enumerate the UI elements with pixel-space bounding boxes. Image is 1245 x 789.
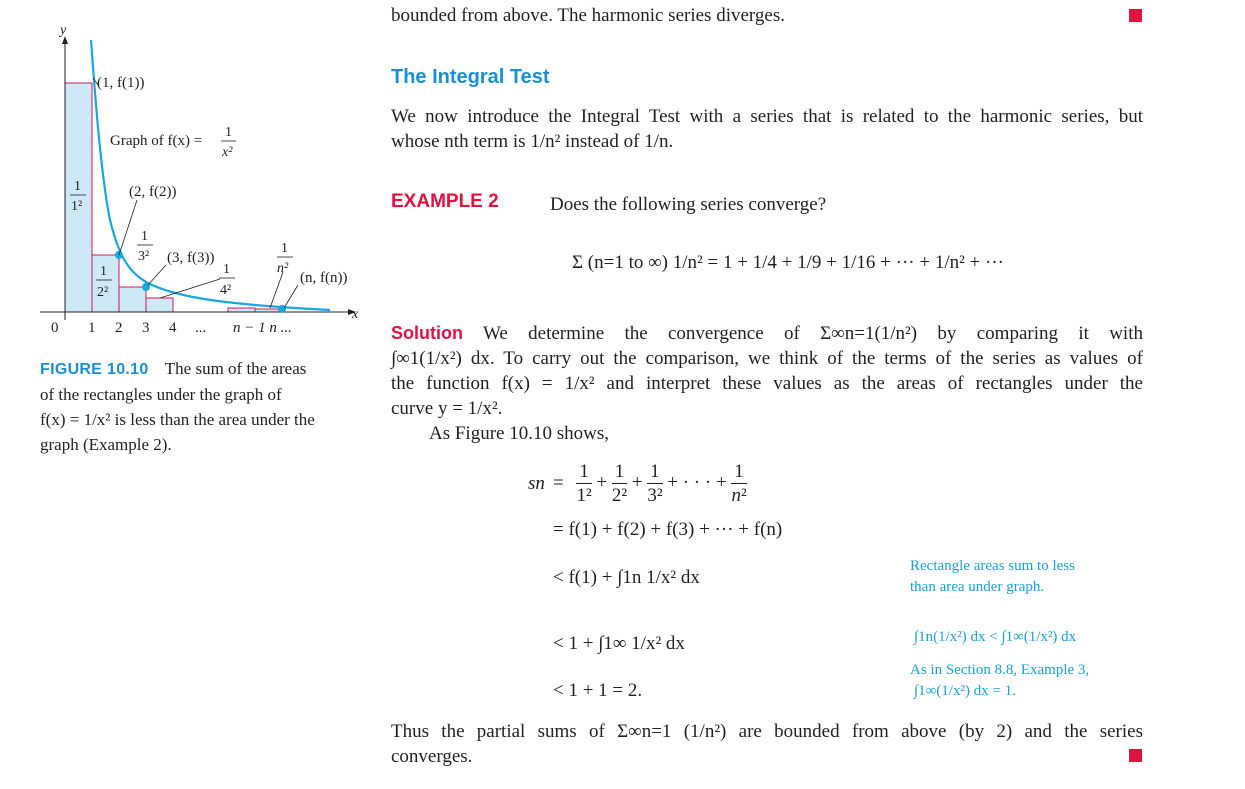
- derivation-line-3: < f(1) + ∫1n 1/x² dx: [553, 567, 700, 588]
- solution-text-1: We determine the convergence of Σ∞n=1(1/n²) by comparing it with: [482, 323, 1143, 344]
- rect1-num: 1: [74, 179, 81, 194]
- note3-line2: ∫1∞(1/x²) dx = 1.: [914, 683, 1016, 699]
- conclusion-line-2: converges.: [391, 746, 473, 767]
- leader-rectn: [270, 272, 283, 308]
- tick-2: 2: [115, 320, 123, 336]
- rect1-den: 1²: [71, 199, 83, 214]
- note1-line1: Rectangle areas sum to less: [910, 558, 1075, 574]
- solution-line-2: ∫∞1(1/x²) dx. To carry out the comparison, we think of the terms of the series as values of: [391, 348, 1143, 369]
- rectangle-n-minus-1: [228, 308, 255, 312]
- rectangle-3: [119, 287, 146, 312]
- solution-line-5: As Figure 10.10 shows,: [429, 423, 609, 444]
- note3-line1: As in Section 8.8, Example 3,: [910, 662, 1090, 678]
- figure-10-10-graph: [30, 20, 370, 345]
- section-heading: The Integral Test: [391, 66, 550, 88]
- intro-paragraph: [391, 104, 1143, 154]
- intro-text: bounded from above. The harmonic series diverges.: [391, 5, 785, 26]
- example-question: Does the following series converge?: [550, 194, 827, 215]
- solution-label: Solution: [391, 323, 463, 343]
- series-equation: Σ (n=1 to ∞) 1/n² = 1 + 1/4 + 1/9 + 1/16 + ··· + 1/n² + ···: [572, 252, 1005, 273]
- rect2-den: 2²: [97, 285, 109, 300]
- caption-line-3: f(x) = 1/x² is less than the area under the: [40, 410, 315, 429]
- rect2-num: 1: [100, 264, 107, 279]
- example-label: EXAMPLE 2: [391, 191, 499, 212]
- caption-text-1: The sum of the areas: [164, 359, 307, 378]
- derivation-line-4: < 1 + ∫1∞ 1/x² dx: [553, 633, 685, 654]
- note1-line2: than area under graph.: [910, 579, 1045, 595]
- note-integral-comparison: ∫1n(1/x²) dx < ∫1∞(1/x²) dx: [914, 629, 1077, 645]
- tick-n: n − 1 n ...: [233, 320, 292, 336]
- rect3-num: 1: [141, 229, 148, 244]
- end-of-proof-square-2: [1129, 749, 1142, 762]
- rectangle-4: [146, 298, 173, 312]
- graph-label: Graph of f(x) =: [110, 133, 203, 149]
- caption-line-2: of the rectangles under the graph of: [40, 385, 282, 404]
- rectn-den: n²: [277, 261, 289, 276]
- rect4-den: 4²: [220, 283, 232, 298]
- derivation-line-5: < 1 + 1 = 2.: [553, 680, 643, 701]
- graph-label-den: x²: [222, 145, 233, 160]
- end-of-proof-square-1: [1129, 9, 1142, 22]
- figure-caption: [40, 356, 370, 457]
- leader-rect4: [160, 279, 220, 298]
- tick-dots: ...: [195, 320, 207, 336]
- rectangle-1: [65, 83, 92, 312]
- caption-line-1: [40, 356, 370, 382]
- leader-point2: [119, 200, 137, 255]
- derivation-sn: sn: [528, 473, 545, 494]
- derivation-line-1: = $\frac{1}{\text{1²}}$ + $\frac{1}{\text{2²}}$ + $\frac{1}{\text{3²}}$ + · · · + $\frac{1}{\text{n²}}$: [553, 461, 747, 506]
- tick-3: 3: [142, 320, 150, 336]
- derivation-line-2: = f(1) + f(2) + f(3) + ··· + f(n): [553, 519, 783, 540]
- leader-point3: [148, 265, 166, 285]
- point2-label: (2, f(2)): [129, 184, 177, 200]
- point1-label: (1, f(1)): [97, 75, 145, 91]
- leader-pointn: [284, 285, 298, 308]
- rect4-num: 1: [223, 262, 230, 277]
- solution-line-4: curve y = 1/x².: [391, 398, 503, 419]
- conclusion-line-1: Thus the partial sums of Σ∞n=1 (1/n²) are bounded from above (by 2) and the series: [391, 721, 1143, 742]
- axis-x-label: x: [352, 307, 359, 322]
- point3-label: (3, f(3)): [167, 250, 215, 266]
- tick-1: 1: [88, 320, 96, 336]
- pointn-label: (n, f(n)): [300, 270, 348, 286]
- note-section-reference: [910, 660, 1089, 702]
- note-rectangle-areas: [910, 556, 1075, 598]
- caption-line-4: graph (Example 2).: [40, 435, 172, 454]
- caption-label: FIGURE 10.10: [40, 361, 149, 378]
- axis-y-label: y: [60, 23, 67, 38]
- solution-line-3: the function f(x) = 1/x² and interpret these values as the areas of rectangles under the: [391, 373, 1143, 394]
- intro-line-1: We now introduce the Integral Test with a series that is related to the harmonic series, but: [391, 106, 1143, 127]
- rect3-den: 3²: [138, 249, 150, 264]
- rectn-num: 1: [281, 241, 288, 256]
- solution-line-1: [391, 321, 1143, 346]
- intro-line-2: whose nth term is 1/n² instead of 1/n.: [391, 131, 674, 152]
- conclusion: [391, 719, 1143, 769]
- tick-0: 0: [51, 320, 59, 336]
- solution-paragraph: [391, 321, 1143, 446]
- graph-label-num: 1: [225, 125, 232, 140]
- tick-4: 4: [169, 320, 177, 336]
